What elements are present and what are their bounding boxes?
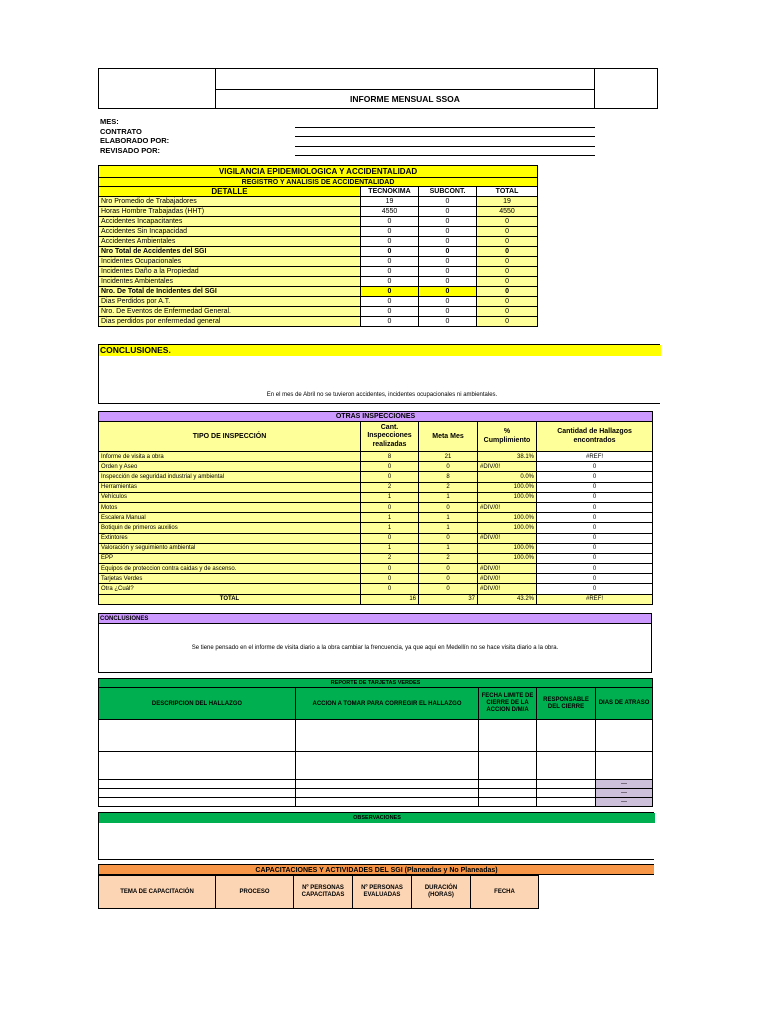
subcont-cell: 0 xyxy=(419,267,477,277)
table-row xyxy=(99,492,653,502)
revisado-label: REVISADO POR: xyxy=(100,146,161,155)
total-cant: 16 xyxy=(361,594,419,604)
tipo-cell: Motos xyxy=(99,502,361,512)
table-row xyxy=(99,257,538,267)
tecnokima-cell: 0 xyxy=(361,237,419,247)
tipo-cell: Inspección de seguridad industrial y ambiental xyxy=(99,472,361,482)
detalle-cell: Nro Promedio de Trabajadores xyxy=(99,197,361,207)
subcont-cell: 0 xyxy=(419,237,477,247)
pct-cell: 100.0% xyxy=(478,543,537,553)
table-row[interactable] xyxy=(99,789,653,798)
mes-line[interactable] xyxy=(295,127,595,128)
col-dias-atraso: DIAS DE ATRASO xyxy=(596,688,653,720)
inspecciones-table xyxy=(98,411,653,605)
detalle-cell: Accidentes Sin Incapacidad xyxy=(99,227,361,237)
tecnokima-cell: 0 xyxy=(361,297,419,307)
total-cell: 0 xyxy=(477,317,538,327)
total-cell: 0 xyxy=(477,277,538,287)
col-fecha: FECHA xyxy=(471,876,539,909)
table-row xyxy=(99,247,538,257)
capacitaciones-title: CAPACITACIONES Y ACTIVIDADES DEL SGI (Planeadas y No Planeadas) xyxy=(98,864,654,875)
tecnokima-cell: 0 xyxy=(361,227,419,237)
header-top-cell xyxy=(216,69,595,90)
hallazgos-cell: 0 xyxy=(537,533,653,543)
cant-cell: 0 xyxy=(361,533,419,543)
tipo-cell: Extintores xyxy=(99,533,361,543)
table-row xyxy=(99,502,653,512)
subcont-cell: 0 xyxy=(419,227,477,237)
cant-cell: 0 xyxy=(361,502,419,512)
pct-cell: #DIV/0! xyxy=(478,584,537,594)
table-row xyxy=(99,277,538,287)
tipo-cell: Valoración y seguimiento ambiental xyxy=(99,543,361,553)
meta-cell: 0 xyxy=(419,462,478,472)
total-cell: 0 xyxy=(477,287,538,297)
page-title: INFORME MENSUAL SSOA xyxy=(216,90,595,108)
table-row xyxy=(99,307,538,317)
detalle-cell: Dias perdidos por enfermedad general xyxy=(99,317,361,327)
col-fecha-limite: FECHA LIMITE DE CIERRE DE LA ACCION D/M/A xyxy=(479,688,537,720)
vigilancia-table xyxy=(98,165,538,327)
table-row xyxy=(99,523,653,533)
col-detalle: DETALLE xyxy=(99,187,361,197)
conclusiones1-box xyxy=(98,344,660,404)
total-hallazgos: #REF! xyxy=(537,594,653,604)
table-row xyxy=(99,267,538,277)
total-cell: 0 xyxy=(477,237,538,247)
conclusiones1-text: En el mes de Abril no se tuvieron accidentes, incidentes ocupacionales ni ambientales. xyxy=(266,392,498,398)
tecnokima-cell: 0 xyxy=(361,267,419,277)
pct-cell: 100.0% xyxy=(478,482,537,492)
meta-cell: 8 xyxy=(419,472,478,482)
hallazgos-cell: 0 xyxy=(537,462,653,472)
col-subcont: SUBCONT. xyxy=(419,187,477,197)
total-cell: 19 xyxy=(477,197,538,207)
contrato-label: CONTRATO xyxy=(100,127,142,136)
tarjetas-table xyxy=(98,678,653,807)
meta-cell: 2 xyxy=(419,553,478,563)
dias-atraso-cell: — xyxy=(596,780,653,789)
hallazgos-cell: 0 xyxy=(537,472,653,482)
total-cell: 4550 xyxy=(477,207,538,217)
total-pct: 43.2% xyxy=(478,594,537,604)
cant-cell: 0 xyxy=(361,462,419,472)
header-logo-cell xyxy=(99,69,216,108)
inspecciones-title: OTRAS INSPECCIONES xyxy=(99,412,653,422)
meta-cell: 0 xyxy=(419,502,478,512)
table-row xyxy=(99,237,538,247)
subcont-cell: 0 xyxy=(419,257,477,267)
col-tema: TEMA DE CAPACITACIÓN xyxy=(99,876,216,909)
col-hallazgos: Cantidad de Hallazgos encontrados xyxy=(537,422,653,452)
cant-cell: 1 xyxy=(361,523,419,533)
pct-cell: 38.1% xyxy=(478,452,537,462)
total-cell: 0 xyxy=(477,247,538,257)
cant-cell: 8 xyxy=(361,452,419,462)
meta-cell: 1 xyxy=(419,513,478,523)
total-label: TOTAL xyxy=(99,594,361,604)
cant-cell: 2 xyxy=(361,482,419,492)
contrato-line[interactable] xyxy=(295,136,595,137)
hallazgos-cell: 0 xyxy=(537,492,653,502)
table-row xyxy=(99,472,653,482)
dias-atraso-cell: — xyxy=(596,798,653,807)
meta-cell: 0 xyxy=(419,533,478,543)
table-row xyxy=(99,317,538,327)
conclusiones2-title: CONCLUSIONES xyxy=(99,614,651,624)
table-row xyxy=(99,584,653,594)
col-cant: Cant. Inspecciones realizadas xyxy=(361,422,419,452)
col-tipo: TIPO DE INSPECCIÓN xyxy=(99,422,361,452)
tipo-cell: Tarjetas Verdes xyxy=(99,574,361,584)
tipo-cell: Informe de visita a obra xyxy=(99,452,361,462)
table-row[interactable] xyxy=(99,780,653,789)
tipo-cell: Botiquin de primeros auxilios xyxy=(99,523,361,533)
hallazgos-cell: 0 xyxy=(537,502,653,512)
subcont-cell: 0 xyxy=(419,217,477,227)
detalle-cell: Nro. De Total de Incidentes del SGI xyxy=(99,287,361,297)
conclusiones2-box xyxy=(98,613,652,673)
tecnokima-cell: 19 xyxy=(361,197,419,207)
total-cell: 0 xyxy=(477,267,538,277)
hallazgos-cell: 0 xyxy=(537,564,653,574)
total-cell: 0 xyxy=(477,307,538,317)
tipo-cell: Otra ¿Cuál? xyxy=(99,584,361,594)
table-row xyxy=(99,207,538,217)
subcont-cell: 0 xyxy=(419,277,477,287)
col-total: TOTAL xyxy=(477,187,538,197)
table-row xyxy=(99,452,653,462)
tecnokima-cell: 0 xyxy=(361,317,419,327)
subcont-cell: 0 xyxy=(419,247,477,257)
pct-cell: #DIV/0! xyxy=(478,564,537,574)
tecnokima-cell: 0 xyxy=(361,257,419,267)
elaborado-line[interactable] xyxy=(295,146,595,147)
cant-cell: 0 xyxy=(361,584,419,594)
meta-cell: 21 xyxy=(419,452,478,462)
table-row[interactable] xyxy=(99,752,653,780)
col-tecnokima: TECNOKIMA xyxy=(361,187,419,197)
col-meta: Meta Mes xyxy=(419,422,478,452)
cant-cell: 0 xyxy=(361,564,419,574)
tecnokima-cell: 4550 xyxy=(361,207,419,217)
pct-cell: 100.0% xyxy=(478,492,537,502)
report-header xyxy=(98,68,658,109)
table-row xyxy=(99,543,653,553)
total-meta: 37 xyxy=(419,594,478,604)
pct-cell: #DIV/0! xyxy=(478,502,537,512)
cant-cell: 1 xyxy=(361,543,419,553)
detalle-cell: Accidentes Ambientales xyxy=(99,237,361,247)
table-row xyxy=(99,482,653,492)
col-responsable: RESPONSABLE DEL CIERRE xyxy=(537,688,596,720)
cant-cell: 0 xyxy=(361,472,419,482)
table-row xyxy=(99,287,538,297)
hallazgos-cell: 0 xyxy=(537,482,653,492)
hallazgos-cell: 0 xyxy=(537,574,653,584)
pct-cell: 0.0% xyxy=(478,472,537,482)
table-row xyxy=(99,297,538,307)
hallazgos-cell: 0 xyxy=(537,523,653,533)
cant-cell: 1 xyxy=(361,513,419,523)
detalle-cell: Dias Perdidos por A.T. xyxy=(99,297,361,307)
subcont-cell: 0 xyxy=(419,317,477,327)
table-row xyxy=(99,513,653,523)
detalle-cell: Nro. De Eventos de Enfermedad General. xyxy=(99,307,361,317)
table-row[interactable] xyxy=(99,798,653,807)
col-proceso: PROCESO xyxy=(216,876,294,909)
tecnokima-cell: 0 xyxy=(361,307,419,317)
total-cell: 0 xyxy=(477,227,538,237)
tarjetas-title: REPORTE DE TARJETAS VERDES xyxy=(99,679,653,688)
detalle-cell: Horas Hombre Trabajadas (HHT) xyxy=(99,207,361,217)
observaciones-title: OBSERVACIONES xyxy=(99,813,655,823)
tipo-cell: Orden y Aseo xyxy=(99,462,361,472)
tecnokima-cell: 0 xyxy=(361,287,419,297)
pct-cell: 100.0% xyxy=(478,513,537,523)
detalle-cell: Incidentes Daño a la Propiedad xyxy=(99,267,361,277)
table-row[interactable] xyxy=(99,720,653,752)
total-cell: 0 xyxy=(477,297,538,307)
tipo-cell: Equipos de proteccion contra caidas y de ascenso. xyxy=(99,564,361,574)
pct-cell: 100.0% xyxy=(478,553,537,563)
meta-cell: 2 xyxy=(419,482,478,492)
observaciones-box xyxy=(98,812,654,860)
detalle-cell: Accidentes Incapacitantes xyxy=(99,217,361,227)
hallazgos-cell: 0 xyxy=(537,543,653,553)
detalle-cell: Incidentes Ambientales xyxy=(99,277,361,287)
col-descripcion: DESCRIPCION DEL HALLAZGO xyxy=(99,688,296,720)
mes-label: MES: xyxy=(100,117,119,126)
meta-cell: 1 xyxy=(419,543,478,553)
tipo-cell: Escalera Manual xyxy=(99,513,361,523)
meta-cell: 0 xyxy=(419,584,478,594)
table-row xyxy=(99,533,653,543)
tipo-cell: Vehículos xyxy=(99,492,361,502)
col-duracion: DURACIÓN (HORAS) xyxy=(412,876,471,909)
hallazgos-cell: 0 xyxy=(537,553,653,563)
total-cell: 0 xyxy=(477,217,538,227)
pct-cell: #DIV/0! xyxy=(478,533,537,543)
revisado-line[interactable] xyxy=(295,155,595,156)
tecnokima-cell: 0 xyxy=(361,217,419,227)
subcont-cell: 0 xyxy=(419,207,477,217)
pct-cell: #DIV/0! xyxy=(478,462,537,472)
hallazgos-cell: 0 xyxy=(537,513,653,523)
tipo-cell: EPP xyxy=(99,553,361,563)
detalle-cell: Nro Total de Accidentes del SGI xyxy=(99,247,361,257)
subcont-cell: 0 xyxy=(419,307,477,317)
dias-atraso-cell: — xyxy=(596,789,653,798)
vigilancia-subtitle: REGISTRO Y ANALISIS DE ACCIDENTALIDAD xyxy=(99,178,538,187)
meta-cell: 0 xyxy=(419,564,478,574)
cant-cell: 0 xyxy=(361,574,419,584)
meta-cell: 1 xyxy=(419,523,478,533)
table-row xyxy=(99,574,653,584)
meta-cell: 0 xyxy=(419,574,478,584)
table-row xyxy=(99,553,653,563)
col-evaluadas: Nº PERSONAS EVALUADAS xyxy=(353,876,412,909)
pct-cell: 100.0% xyxy=(478,523,537,533)
table-row xyxy=(99,462,653,472)
tecnokima-cell: 0 xyxy=(361,277,419,287)
cant-cell: 1 xyxy=(361,492,419,502)
cant-cell: 2 xyxy=(361,553,419,563)
elaborado-label: ELABORADO POR: xyxy=(100,136,170,145)
hallazgos-cell: 0 xyxy=(537,584,653,594)
conclusiones2-text: Se tiene pensado en el informe de visita diario a la obra cambiar la frencuencia, ya que aqui en Medellín no se hace visita diario a la obra. xyxy=(191,645,559,651)
table-row xyxy=(99,217,538,227)
tecnokima-cell: 0 xyxy=(361,247,419,257)
subcont-cell: 0 xyxy=(419,297,477,307)
detalle-cell: Incidentes Ocupacionales xyxy=(99,257,361,267)
subcont-cell: 0 xyxy=(419,197,477,207)
table-row xyxy=(99,564,653,574)
conclusiones1-title: CONCLUSIONES. xyxy=(99,345,661,356)
col-pct: % Cumplimiento xyxy=(478,422,537,452)
meta-cell: 1 xyxy=(419,492,478,502)
capacitaciones-table xyxy=(98,875,539,909)
col-accion: ACCION A TOMAR PARA CORREGIR EL HALLAZGO xyxy=(296,688,479,720)
total-cell: 0 xyxy=(477,257,538,267)
table-row xyxy=(99,227,538,237)
col-capacitadas: Nº PERSONAS CAPACITADAS xyxy=(294,876,353,909)
vigilancia-title: VIGILANCIA EPIDEMIOLOGICA Y ACCIDENTALIDAD xyxy=(99,166,538,178)
table-row xyxy=(99,197,538,207)
tipo-cell: Herramientas xyxy=(99,482,361,492)
subcont-cell: 0 xyxy=(419,287,477,297)
pct-cell: #DIV/0! xyxy=(478,574,537,584)
hallazgos-cell: #REF! xyxy=(537,452,653,462)
